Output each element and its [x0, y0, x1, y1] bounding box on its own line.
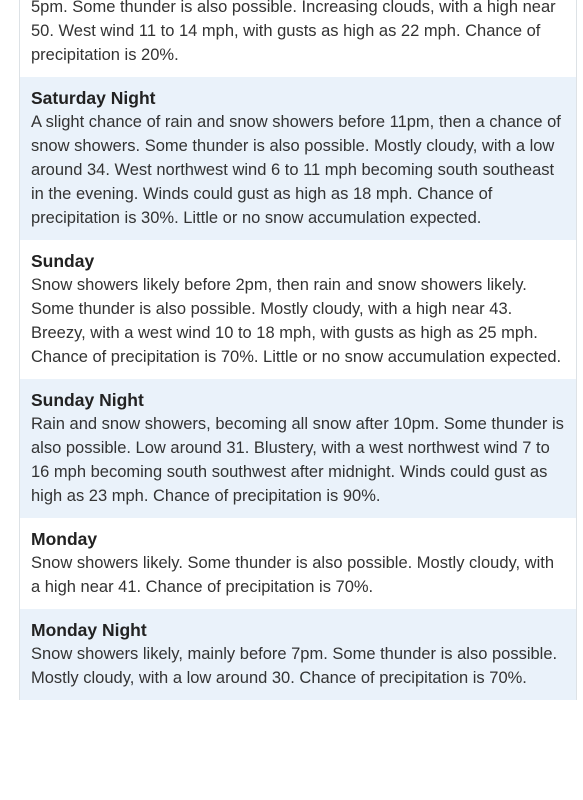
- forecast-period-text: Snow showers likely before 2pm, then rain and snow showers likely. Some thunder is also possible. Mostly cloudy, with a high near 43. Breezy, with a west wind 10 to 18 mph, with gusts as high as 25 mph. Chance of precipitation is 70%. Little or no snow accumulation expected.: [31, 276, 562, 366]
- forecast-period-name: Sunday Night: [31, 390, 144, 410]
- forecast-period-row: [19, 77, 577, 240]
- forecast-period-text: Snow showers likely, mainly before 7pm. Some thunder is also possible. Mostly cloudy, with a low around 30. Chance of precipitation is 70%.: [31, 645, 558, 687]
- forecast-period-text: A slight chance of rain and snow showers before 11pm, then a chance of snow showers. Some thunder is also possible. Mostly cloudy, with a low around 34. West northwest wind 6 to 11 mph becoming south southeast in the evening. Winds could gust as high as 18 mph. Chance of precipitation is 30%. Little or no snow accumulation expected.: [31, 113, 561, 227]
- forecast-period-name: Sunday: [31, 251, 95, 271]
- forecast-period-row: [19, 0, 577, 77]
- forecast-period-name: Saturday Night: [31, 88, 156, 108]
- forecast-period-row: [19, 379, 577, 518]
- forecast-period-row: [19, 240, 577, 379]
- forecast-period-name: Monday Night: [31, 620, 147, 640]
- forecast-period-row: [19, 609, 577, 700]
- forecast-period-name: Monday: [31, 529, 98, 549]
- forecast-period-row: [19, 518, 577, 609]
- forecast-period-text: Rain and snow showers, becoming all snow after 10pm. Some thunder is also possible. Low around 31. Blustery, with a west northwest wind 7 to 16 mph becoming south southwest after midnight. Winds could gust as high as 23 mph. Chance of precipitation is 90%.: [31, 415, 564, 505]
- forecast-period-text: Snow showers likely. Some thunder is also possible. Mostly cloudy, with a high near 41. Chance of precipitation is 70%.: [31, 554, 555, 596]
- forecast-period-text: 5pm. Some thunder is also possible. Increasing clouds, with a high near 50. West wind 11 to 14 mph, with gusts as high as 22 mph. Chance of precipitation is 20%.: [31, 0, 556, 64]
